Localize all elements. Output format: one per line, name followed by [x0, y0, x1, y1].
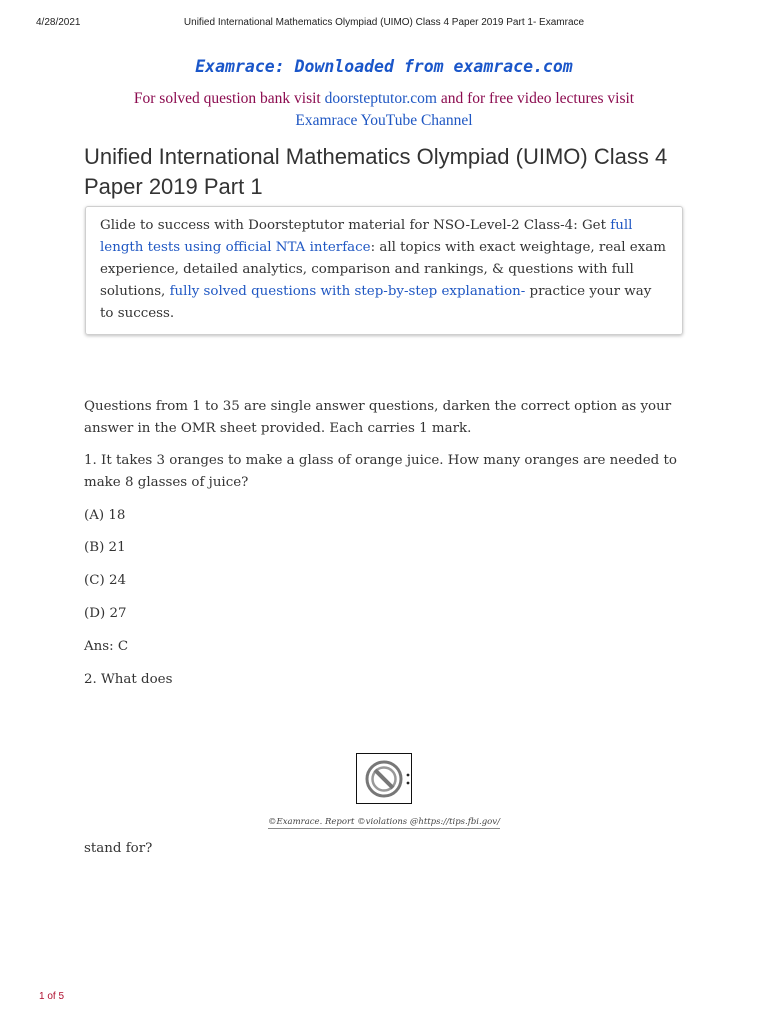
question-2-end: stand for?	[84, 841, 153, 856]
callout-text-1: Glide to success with Doorsteptutor material for NSO-Level-2 Class-4: Get	[100, 218, 611, 233]
callout-text-3: practice your way to success.	[100, 284, 652, 321]
print-date: 4/28/2021	[36, 17, 81, 28]
youtube-channel-link[interactable]: Examrace YouTube Channel	[295, 112, 473, 129]
full-length-tests-link[interactable]: full length tests using official NTA interface	[100, 218, 633, 255]
question-1: 1. It takes 3 oranges to make a glass of orange juice. How many oranges are needed to make 8 glasses of juice?	[84, 453, 677, 490]
examrace-banner[interactable]: Examrace: Downloaded from examrace.com	[195, 57, 573, 76]
promo-callout-box	[85, 206, 683, 335]
option-a: (A) 18	[84, 508, 126, 523]
instructions: Questions from 1 to 35 are single answer questions, darken the correct option as your answer in the OMR sheet provided. Each carries 1 mark.	[84, 399, 672, 436]
print-header-title: Unified International Mathematics Olympiad (UIMO) Class 4 Paper 2019 Part 1- Examrace	[183, 17, 585, 28]
promo-text	[84, 88, 684, 132]
option-c: (C) 24	[84, 573, 126, 588]
doorsteptutor-link[interactable]: doorsteptutor.com	[324, 90, 437, 107]
copyright-caption	[0, 817, 768, 827]
prohibited-icon	[360, 757, 410, 802]
promo-prefix: For solved question bank visit	[133, 90, 325, 107]
option-d: (D) 27	[84, 606, 127, 621]
page-counter: 1 of 5	[39, 991, 65, 1002]
answer-1: Ans: C	[84, 639, 129, 654]
fully-solved-questions-link[interactable]: fully solved questions with step-by-step explanation-	[169, 284, 526, 299]
option-b: (B) 21	[84, 540, 126, 555]
callout-text-2: : all topics with exact weightage, real exam experience, detailed analytics, comparison and rankings, & questions with full solutions,	[100, 240, 666, 299]
page-title: Unified International Mathematics Olympiad (UIMO) Class 4 Paper 2019 Part 1	[84, 144, 668, 199]
promo-middle: and for free video lectures visit	[436, 90, 635, 107]
question-figure	[356, 753, 412, 804]
copyright-caption-text[interactable]: ©Examrace. Report ©violations @https://tips.fbi.gov/	[268, 817, 500, 827]
question-2-start: 2. What does	[84, 672, 173, 687]
